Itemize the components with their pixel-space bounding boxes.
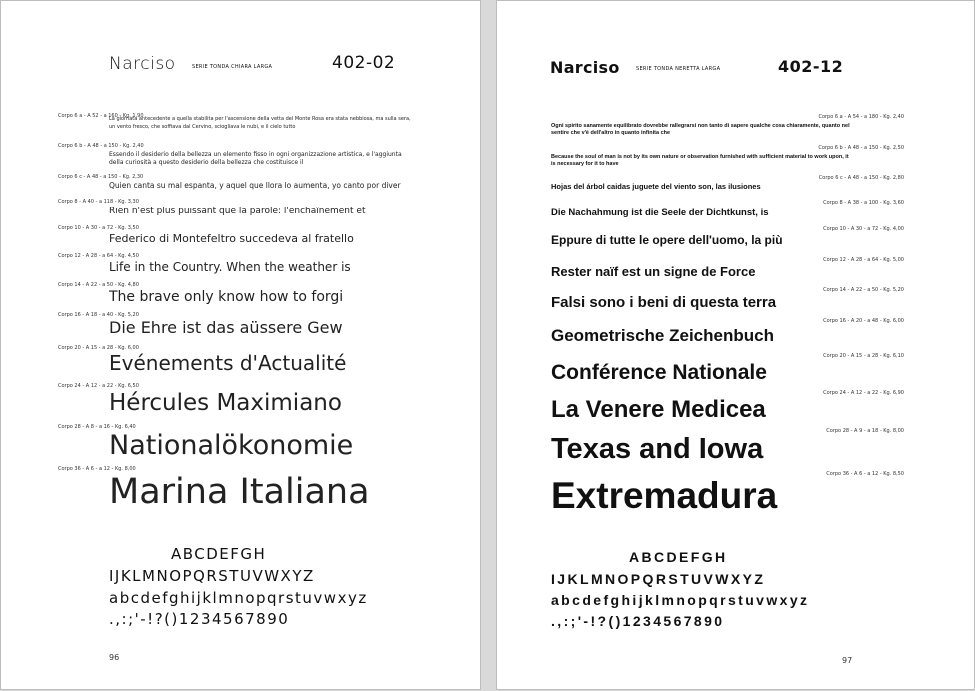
alphabet-uppercase-1: ABCDEFGH bbox=[171, 545, 267, 563]
specimen-text: Extremadura bbox=[551, 477, 778, 516]
catalog-number: 402-02 bbox=[332, 53, 396, 73]
typeface-name: Narciso bbox=[109, 54, 176, 74]
specimen-text: Evénements d'Actualité bbox=[109, 353, 347, 374]
specimen-text: Quien canta su mal espanta, y aquel que llora lo aumenta, yo canto por diver bbox=[109, 182, 401, 190]
spec-label: Corpo 8 - A 40 - a 118 - Kg. 3,30 bbox=[58, 199, 139, 205]
spec-label: Corpo 14 - A 22 - a 50 - Kg. 4,80 bbox=[58, 282, 139, 288]
specimen-text: Rien n'est plus puissant que la parole: l'enchaînement et bbox=[109, 207, 366, 216]
specimen-text: Hércules Maximiano bbox=[109, 391, 342, 416]
spec-label: Corpo 10 - A 30 - a 72 - Kg. 4,00 bbox=[823, 226, 904, 232]
spec-label: Corpo 6 a - A 54 - a 180 - Kg. 2,40 bbox=[818, 114, 904, 120]
specimen-text: Conférence Nationale bbox=[551, 362, 767, 384]
specimen-text: Federico di Montefeltro succedeva al fratello bbox=[109, 233, 354, 245]
spec-label: Corpo 12 - A 28 - a 64 - Kg. 4,50 bbox=[58, 253, 139, 259]
spec-label: Corpo 6 c - A 48 - a 150 - Kg. 2,30 bbox=[58, 174, 144, 180]
spec-label: Corpo 8 - A 38 - a 100 - Kg. 3,60 bbox=[823, 200, 904, 206]
spec-label: Corpo 24 - A 12 - a 22 - Kg. 6,50 bbox=[58, 383, 139, 389]
specimen-text: Nationalökonomie bbox=[109, 432, 354, 461]
spec-label: Corpo 36 - A 6 - a 12 - Kg. 8,00 bbox=[58, 466, 136, 472]
typeface-name: Narciso bbox=[550, 58, 620, 77]
alphabet-lowercase: abcdefghijklmnopqrstuvwxyz bbox=[551, 592, 810, 608]
alphabet-uppercase-1: ABCDEFGH bbox=[629, 549, 728, 565]
specimen-text: Geometrische Zeichenbuch bbox=[551, 327, 774, 345]
specimen-text: Marina Italiana bbox=[109, 474, 370, 511]
specimen-text: Hojas del árbol caidas juguete del viento son, las ilusiones bbox=[551, 183, 761, 191]
spec-label: Corpo 6 c - A 48 - a 150 - Kg. 2,80 bbox=[818, 175, 904, 181]
specimen-text: La Venere Medicea bbox=[551, 397, 766, 423]
series-name: SERIE TONDA CHIARA LARGA bbox=[192, 64, 273, 70]
spec-label: Corpo 16 - A 20 - a 48 - Kg. 6,00 bbox=[823, 318, 904, 324]
spec-label: Corpo 6 b - A 48 - a 150 - Kg. 2,50 bbox=[818, 145, 904, 151]
specimen-text: La giornata antecedente a quella stabilita per l'ascensione della vetta del Monte Rosa era stata nebbiosa, ma sulla sera, un vento fresco, che soffiava dal Cervino, sciogliava le nubi, e il cielo tutto bbox=[109, 116, 411, 130]
figures-punctuation: .,:;'-!?()1234567890 bbox=[109, 610, 290, 628]
alphabet-lowercase: abcdefghijklmnopqrstuvwxyz bbox=[109, 589, 368, 607]
specimen-page-left bbox=[0, 0, 481, 690]
specimen-text: Life in the Country. When the weather is bbox=[109, 261, 351, 274]
specimen-text: Ogni spirito sanamente equilibrato dovrebbe rallegrarsi non tanto di sapere qualche cosa chiaramente, quanto nel sentire che v'è dell'altro in quanto infinita che bbox=[551, 123, 850, 137]
specimen-text: Essendo il desiderio della bellezza un elemento fisso in ogni organizzazione artistica, e l'aggiunta della curiosità a questo desiderio della bellezza che costituisce il bbox=[109, 151, 402, 167]
specimen-text: Die Nachahmung ist die Seele der Dichtkunst, is bbox=[551, 208, 769, 218]
spec-label: Corpo 14 - A 22 - a 50 - Kg. 5,20 bbox=[823, 287, 904, 293]
spec-label: Corpo 10 - A 30 - a 72 - Kg. 3,50 bbox=[58, 225, 139, 231]
page-number: 97 bbox=[842, 656, 853, 665]
spec-label: Corpo 36 - A 6 - a 12 - Kg. 8,50 bbox=[826, 471, 904, 477]
spec-label: Corpo 12 - A 28 - a 64 - Kg. 5,00 bbox=[823, 257, 904, 263]
specimen-text: Eppure di tutte le opere dell'uomo, la più bbox=[551, 234, 783, 247]
specimen-text: Die Ehre ist das aüssere Gew bbox=[109, 320, 343, 337]
series-name: SERIE TONDA NERETTA LARGA bbox=[636, 66, 721, 72]
spec-label: Corpo 28 - A 8 - a 16 - Kg. 6,40 bbox=[58, 424, 136, 430]
specimen-text: Falsi sono i beni di questa terra bbox=[551, 295, 777, 311]
spec-label: Corpo 20 - A 15 - a 28 - Kg. 6,00 bbox=[58, 345, 139, 351]
page-number: 96 bbox=[109, 653, 120, 662]
specimen-page-right bbox=[496, 0, 975, 690]
specimen-text: Rester naïf est un signe de Force bbox=[551, 265, 756, 279]
spec-label: Corpo 28 - A 9 - a 18 - Kg. 8,00 bbox=[826, 428, 904, 434]
alphabet-uppercase-2: IJKLMNOPQRSTUVWXYZ bbox=[109, 567, 315, 585]
catalog-number: 402-12 bbox=[778, 57, 844, 76]
figures-punctuation: .,:;'-!?()1234567890 bbox=[551, 613, 725, 629]
specimen-text: The brave only know how to forgi bbox=[109, 290, 344, 305]
spec-label: Corpo 6 b - A 48 - a 150 - Kg. 2,40 bbox=[58, 143, 144, 149]
spec-label: Corpo 24 - A 12 - a 22 - Kg. 6,90 bbox=[823, 390, 904, 396]
spec-label: Corpo 6 a - A 52 - a 160 - Kg. 1,90 bbox=[58, 113, 144, 119]
spec-label: Corpo 16 - A 18 - a 40 - Kg. 5,20 bbox=[58, 312, 139, 318]
alphabet-uppercase-2: IJKLMNOPQRSTUVWXYZ bbox=[551, 571, 766, 587]
specimen-text: Texas and Iowa bbox=[551, 434, 764, 465]
specimen-text: Because the soul of man is not by its own nature or observation furnished with sufficient material to work upon, it is necessary for it to have bbox=[551, 154, 849, 168]
spec-label: Corpo 20 - A 15 - a 28 - Kg. 6,10 bbox=[823, 353, 904, 359]
